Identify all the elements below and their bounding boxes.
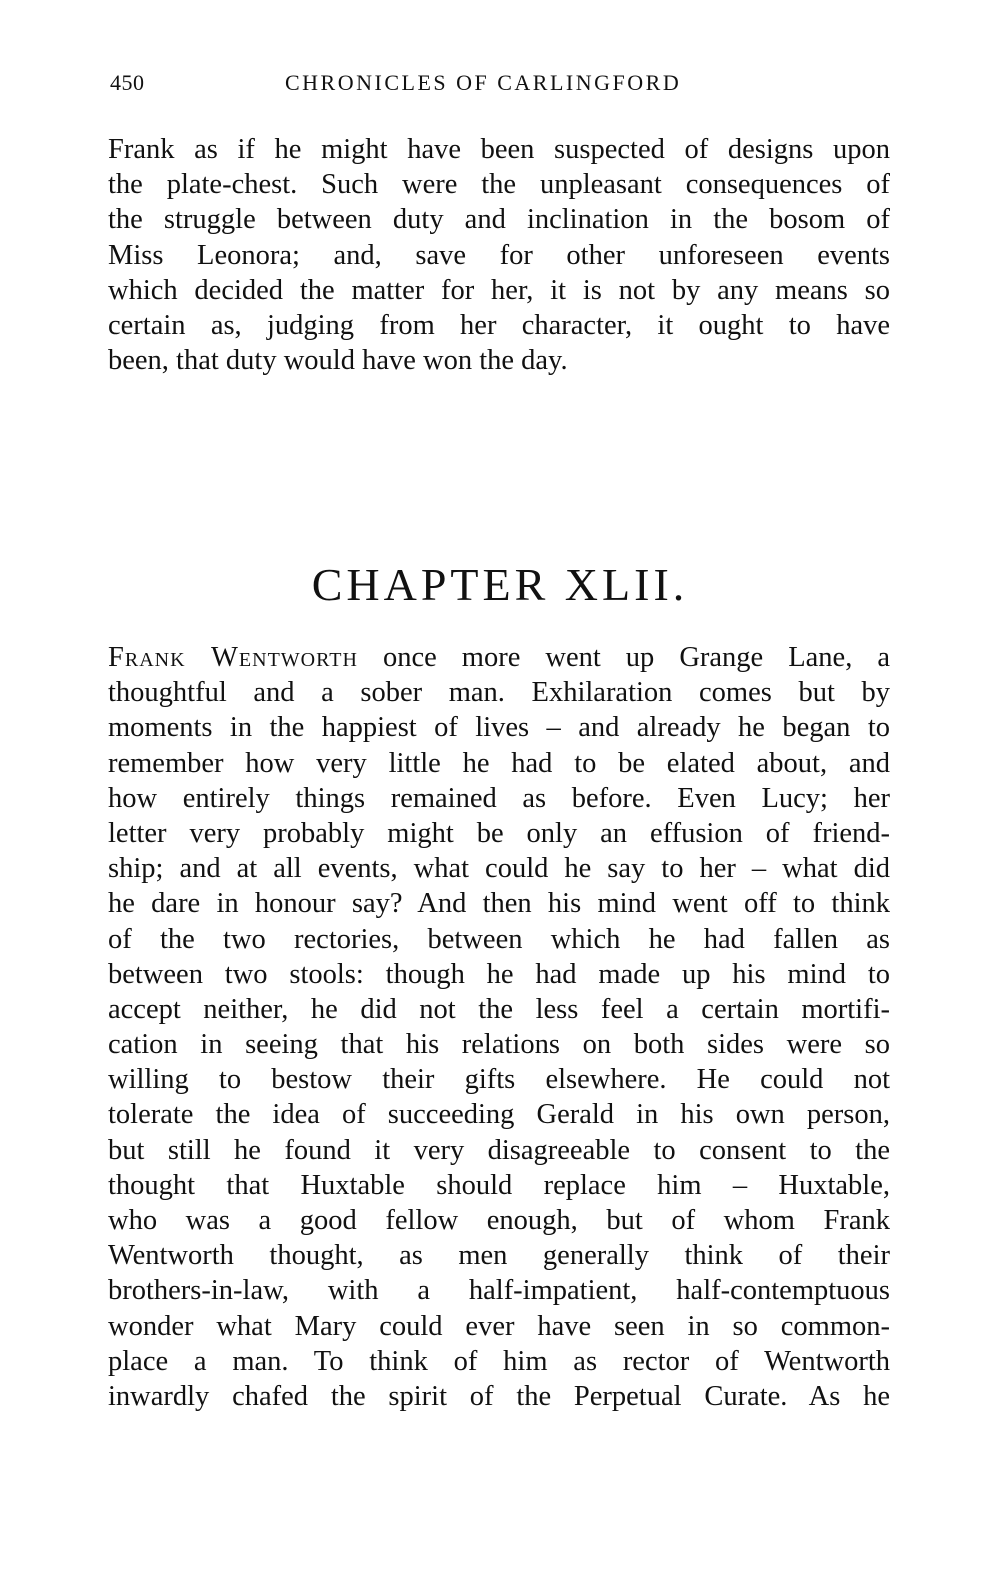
text-line: cation in seeing that his relations on both sides were so bbox=[108, 1029, 890, 1061]
running-head bbox=[110, 70, 890, 102]
text-line: remember how very little he had to be elated about, and bbox=[108, 747, 890, 779]
text-line: between two stools: though he had made up his mind to bbox=[108, 958, 890, 990]
text-line: which decided the matter for her, it is not by any means so bbox=[108, 274, 890, 306]
text-line: place a man. To think of him as rector of Wentworth bbox=[108, 1345, 890, 1377]
text-line: Miss Leonora; and, save for other unforeseen events bbox=[108, 239, 890, 271]
opening-line bbox=[108, 640, 890, 675]
text-line: tolerate the idea of succeeding Gerald in his own person, bbox=[108, 1099, 890, 1131]
text-line: wonder what Mary could ever have seen in so common- bbox=[108, 1310, 890, 1342]
text-line: been, that duty would have won the day. bbox=[108, 345, 568, 377]
text-line: who was a good fellow enough, but of whom Frank bbox=[108, 1205, 890, 1236]
text-line: he dare in honour say? And then his mind went off to think bbox=[108, 888, 890, 920]
text-line: but still he found it very disagreeable to consent to the bbox=[108, 1134, 890, 1166]
text-line: accept neither, he did not the less feel a certain mortifi- bbox=[108, 993, 890, 1025]
chapter-heading: CHAPTER XLII. bbox=[311, 559, 689, 610]
text-line: brothers-in-law, with a half-impatient, half-contemptuous bbox=[108, 1275, 890, 1307]
top-paragraph bbox=[108, 132, 890, 378]
text-line: of the two rectories, between which he had fallen as bbox=[108, 923, 890, 955]
text-line: certain as, judging from her character, it ought to have bbox=[108, 309, 890, 341]
text-line: willing to bestow their gifts elsewhere. He could not bbox=[108, 1064, 890, 1096]
text-line: moments in the happiest of lives – and already he began to bbox=[108, 712, 890, 744]
text-line: inwardly chafed the spirit of the Perpetual Curate. As he bbox=[108, 1380, 890, 1412]
main-paragraph bbox=[108, 640, 890, 1414]
opening-line-rest: once more went up Grange Lane, a bbox=[357, 642, 890, 673]
text-line: Frank as if he might have been suspected of designs upon bbox=[108, 134, 890, 165]
text-line: Wentworth thought, as men generally think of their bbox=[108, 1240, 890, 1272]
text-line: the plate-chest. Such were the unpleasant consequences of bbox=[108, 169, 890, 201]
running-title: CHRONICLES OF CARLINGFORD bbox=[285, 70, 682, 95]
text-line: the struggle between duty and inclination in the bosom of bbox=[108, 204, 890, 236]
text-line: ship; and at all events, what could he say to her – what did bbox=[108, 853, 890, 885]
text-line: letter very probably might be only an effusion of friend- bbox=[108, 817, 890, 849]
page-number: 450 bbox=[110, 70, 145, 95]
text-line: thoughtful and a sober man. Exhilaration comes but by bbox=[108, 677, 890, 709]
opening-small-caps: Frank Wentworth bbox=[108, 642, 358, 673]
text-line: thought that Huxtable should replace him – Huxtable, bbox=[108, 1169, 890, 1201]
text-line: how entirely things remained as before. Even Lucy; her bbox=[108, 782, 890, 814]
